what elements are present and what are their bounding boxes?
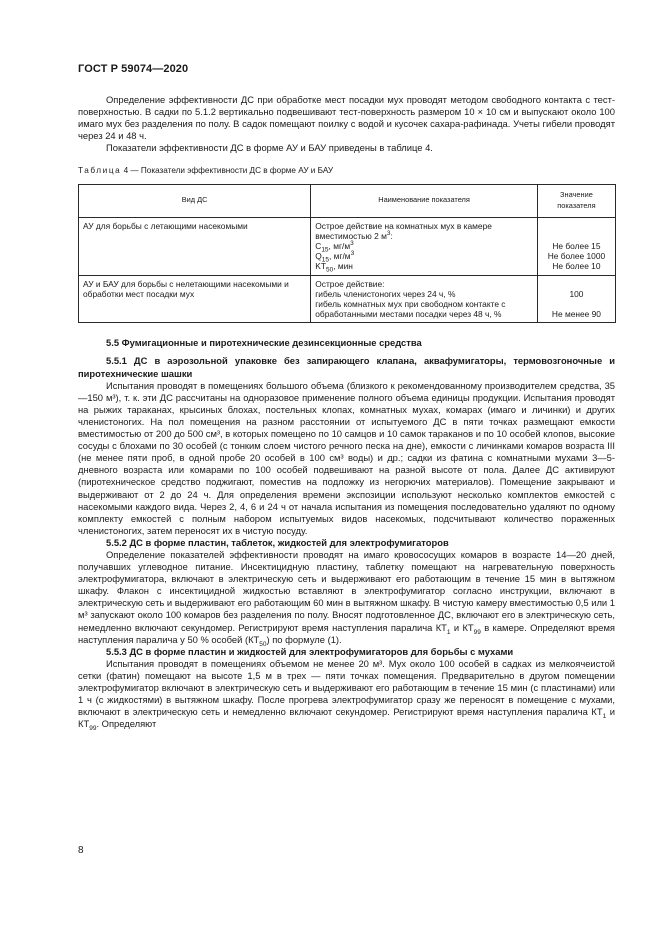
section-heading-5-5: 5.5 Фумигационные и пиротехнические дезинсекционные средства bbox=[106, 337, 422, 349]
paragraph-5-5-3: Испытания проводят в помещениях объемом не менее 20 м³. Мух около 100 особей в садках из мелкоячеистой сетки (фатин) помещают на высоте 1,5 м в трех — пяти точках помещения. Предварительно в другом помещении электрофумигатор включают в электрическую сеть и выдерживают его работающим в течение 15 мин (с пластинами) или 1 ч (с жидкостями) в вытяжном шкафу. После прогрева электрофумигатор сразу же переносят в помещение с мухами, включают в электрическую сеть и немедленно включают секундомер. Регистрируют время наступления паралича $КТ_1$ и $КТ_{99}$. Определяют bbox=[78, 657, 615, 733]
section-heading-5-5-1: 5.5.1 ДС в аэрозольной упаковке без запирающего клапана, аквафумигаторы, термовозгоночные и пиротехнические шашки bbox=[78, 355, 615, 379]
indicator-title: Острое действие на комнатных мух в камере вместимостью 2 $м^3$: bbox=[315, 220, 492, 241]
table-row bbox=[79, 217, 616, 275]
table-row bbox=[79, 275, 616, 323]
value-death-24h: 100 bbox=[569, 288, 584, 299]
page-content bbox=[78, 94, 615, 733]
indicator-q15: $Q_{15}$, $мг/м^3$ bbox=[315, 250, 355, 264]
indicator-acute: Острое действие: bbox=[315, 278, 385, 289]
value-q15: Не более 1000 bbox=[547, 250, 606, 261]
table-4 bbox=[78, 184, 616, 324]
value-c15: Не более 15 bbox=[552, 240, 601, 251]
paragraph-intro-1: Определение эффективности ДС при обработке мест посадки мух проводят методом свободного контакта с тест-поверхностью. В садки по 5.1.2 вертикально подвешивают тест-поверхность размером 10 × 10 см и выпускают около 100 имаго мух без разделения по полу. В садок помещают поилку с водой и кусочек сахара-рафинада. Учеты гибели проводят через 24 и 48 ч. bbox=[78, 94, 615, 142]
value-kt50: Не более 10 bbox=[552, 260, 601, 271]
table-header-name: Наименование показателя bbox=[311, 184, 538, 217]
table-caption bbox=[78, 165, 615, 177]
table-header-value: Значение показателя bbox=[537, 184, 615, 217]
indicator-c15: $C_{15}$, $мг/м^3$ bbox=[315, 240, 354, 254]
paragraph-intro-2: Показатели эффективности ДС в форме АУ и БАУ приведены в таблице 4. bbox=[106, 142, 433, 154]
section-heading-5-5-2: 5.5.2 ДС в форме пластин, таблеток, жидкостей для электрофумигаторов bbox=[106, 536, 449, 548]
value-death-48h: Не менее 90 bbox=[551, 308, 601, 319]
table-caption-text: 4 — Показатели эффективности ДС в форме АУ и БАУ bbox=[123, 166, 334, 176]
section-heading-5-5-3: 5.5.3 ДС в форме пластин и жидкостей для электрофумигаторов для борьбы с мухами bbox=[106, 645, 514, 657]
indicator-death-24h: гибель членистоногих через 24 ч, % bbox=[315, 288, 456, 299]
table-cell-name bbox=[311, 217, 538, 275]
table-cell-kind: АУ и БАУ для борьбы с нелетающими насекомыми и обработки мест посадки мух bbox=[79, 275, 311, 323]
table-cell-name bbox=[311, 275, 538, 323]
paragraph-5-5-2: Определение показателей эффективности проводят на имаго кровососущих комаров в возрасте 14—20 дней, получавших углеводное питание. Инсектицидную пластину, таблетку помещают на нагревательную поверхность электрофумигатора, включают в электрическую сеть и выдерживают его работающим в течение 15 мин в вытяжном шкафу. Флакон с инсектицидной жидкостью вставляют в электрофумигатор согласно инструкции, включают в электрическую сеть и выдерживают его работающим 60 мин в вытяжном шкафу. В чистую камеру вместимостью 0,5 или 1 м³ запускают около 100 комаров без разделения по полу. Вносят подготовленное ДС, включают его в электрическую сеть, немедленно включают секундомер. Регистрируют время наступления паралича $КТ_1$ и $КТ_{99}$ в камере. Определяют время наступления паралича у 50 % особей $(КТ_{50})$ по формуле (1). bbox=[78, 548, 615, 648]
table-header-row bbox=[79, 184, 616, 217]
paragraph-5-5-1: Испытания проводят в помещениях большого объема (близкого к рекомендованному производителем средства, 35—150 м³), т. к. эти ДС рассчитаны на одноразовое применение полного объема единицы продукции. Испытания проводят на рыжих тараканах, крысиных блохах, постельных клопах, комнатных мухах, комарах (имаго и личинки) и других членистоногих. На пол помещения на разном расстоянии от испытуемого ДС в пяти точках размещают емкости вместимостью от 200 до 500 см³, в которых помещено по 10 самцов и 10 самок тараканов и по 10 особей клопов, высокие сосуды с блохами по 30 особей (с тонким слоем чистого речного песка на дне), емкости с личинками комаров возраста III (не менее пяти проб, в одной пробе 20 особей в 100 см³ воды) и др.; садки из фатина с комнатными мухами 3—5-дневного возраста или комарами по 100 особей подвешивают на разной высоте от пола. Далее ДС активируют (пиротехническое средство поджигают, поместив на подложку из негорючих материалов). Помещение закрывают и выдерживают от 2 до 24 ч. Для определения времени экспозиции используют несколько комплектов емкостей с насекомыми каждого вида. Через 2, 4, 6 и 24 ч от начала испытания из помещения последовательно удаляют по одному комплекту емкостей с полным набором испытуемых видов насекомых, подсчитывают количество пораженных членистоногих, затем переносят их в чистую посуду. bbox=[78, 379, 615, 536]
indicator-kt50: $KT_{50}$, мин bbox=[315, 261, 353, 275]
table-cell-value bbox=[537, 275, 615, 323]
document-header: ГОСТ Р 59074—2020 bbox=[78, 63, 189, 75]
page-number: 8 bbox=[78, 845, 84, 856]
table-caption-word: Таблица bbox=[78, 166, 122, 176]
table-cell-kind: АУ для борьбы с летающими насекомыми bbox=[79, 217, 311, 275]
indicator-death-48h: гибель комнатных мух при свободном контакте с обработанными местами посадки через 48 ч, % bbox=[315, 298, 506, 320]
table-cell-value bbox=[537, 217, 615, 275]
table-header-kind: Вид ДС bbox=[79, 184, 311, 217]
